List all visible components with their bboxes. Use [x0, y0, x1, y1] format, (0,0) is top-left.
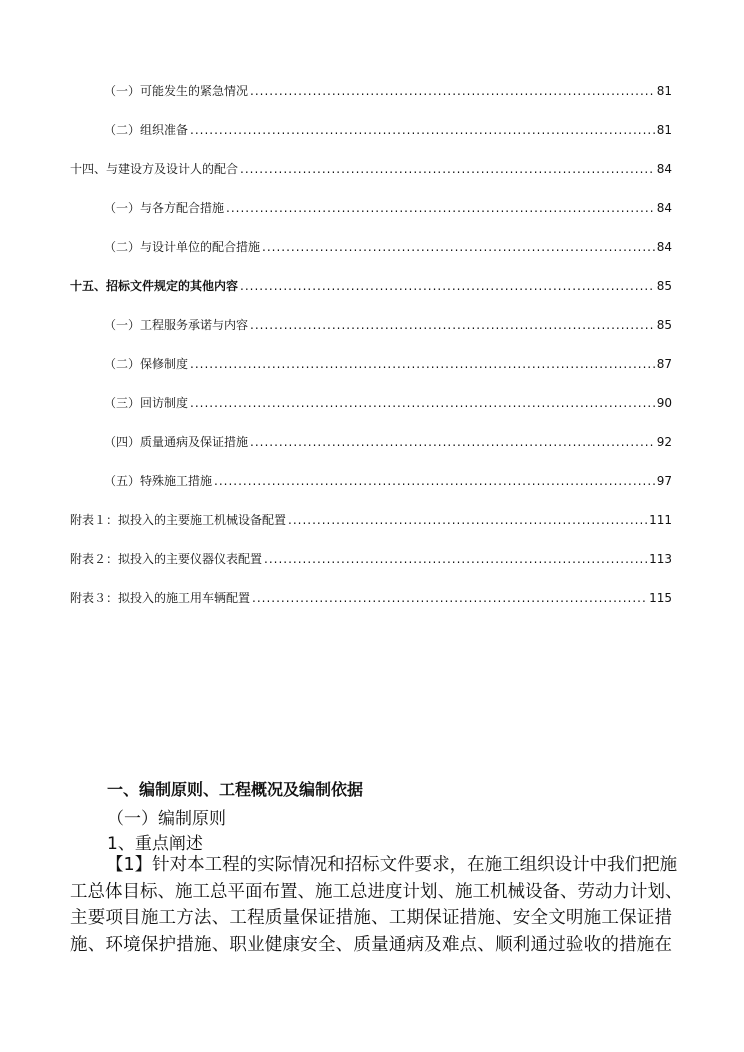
toc-entry[interactable] — [104, 472, 672, 490]
toc-entry-page: 81 — [656, 123, 672, 137]
section-heading: 一、编制原则、工程概况及编制依据 — [107, 780, 364, 799]
toc-entry-title: 附表１：拟投入的主要施工机械设备配置 — [70, 513, 287, 527]
toc-entry-page: 84 — [656, 240, 672, 254]
toc-entry-title: 附表２：拟投入的主要仪器仪表配置 — [70, 552, 263, 566]
toc-entry-page: 85 — [656, 279, 672, 293]
toc-entry-page: 87 — [656, 357, 672, 371]
toc-entry[interactable] — [70, 277, 672, 295]
toc-entry-page: 111 — [649, 513, 672, 527]
toc-entry-title: （二）与设计单位的配合措施 — [104, 240, 261, 254]
paragraph-line: 【1】针对本工程的实际情况和招标文件要求，在施工组织设计中我们把施 — [106, 855, 678, 875]
toc-entry[interactable] — [104, 433, 672, 451]
dot-leader — [190, 394, 655, 412]
toc-entry-title: （一）工程服务承诺与内容 — [104, 318, 249, 332]
toc-entry-page: 90 — [656, 396, 672, 410]
toc-entry-title: 附表３：拟投入的施工用车辆配置 — [70, 591, 251, 605]
toc-entry[interactable] — [104, 121, 672, 139]
subsubsection-heading: 1、重点阐述 — [107, 834, 203, 854]
dot-leader — [250, 316, 655, 334]
dot-leader — [252, 589, 647, 607]
dot-leader — [262, 238, 655, 256]
toc-entry-title: （一）可能发生的紧急情况 — [104, 84, 249, 98]
toc-entry-page: 84 — [656, 162, 672, 176]
toc-entry-title: 十四、与建设方及设计人的配合 — [70, 162, 239, 176]
toc-entry[interactable] — [104, 82, 672, 100]
dot-leader — [190, 121, 655, 139]
toc-entry-title: （二）保修制度 — [104, 357, 189, 371]
toc-entry-page: 84 — [656, 201, 672, 215]
toc-entry[interactable] — [104, 238, 672, 256]
dot-leader — [240, 277, 655, 295]
toc-entry-title: （四）质量通病及保证措施 — [104, 435, 249, 449]
toc-entry-page: 85 — [656, 318, 672, 332]
toc-entry[interactable] — [104, 394, 672, 412]
toc-entry-title: （一）与各方配合措施 — [104, 201, 225, 215]
subsection-heading: （一）编制原则 — [107, 809, 226, 829]
dot-leader — [240, 160, 655, 178]
paragraph-line: 施、环境保护措施、职业健康安全、质量通病及难点、顺利通过验收的措施在 — [70, 934, 672, 955]
paragraph-line: 主要项目施工方法、工程质量保证措施、工期保证措施、安全文明施工保证措 — [70, 908, 672, 928]
dot-leader — [264, 550, 647, 568]
toc-entry[interactable] — [104, 199, 672, 217]
dot-leader — [214, 472, 655, 490]
dot-leader — [288, 511, 647, 529]
toc-entry-page: 115 — [649, 591, 672, 605]
toc-entry[interactable] — [70, 511, 672, 529]
toc-entry-title: （三）回访制度 — [104, 396, 189, 410]
toc-entry[interactable] — [104, 316, 672, 334]
toc-entry-title: 十五、招标文件规定的其他内容 — [70, 279, 239, 293]
dot-leader — [190, 355, 655, 373]
toc-entry-page: 113 — [649, 552, 672, 566]
paragraph-line: 工总体目标、施工总平面布置、施工总进度计划、施工机械设备、劳动力计划、 — [70, 881, 683, 902]
toc-entry-title: （五）特殊施工措施 — [104, 474, 213, 488]
dot-leader — [226, 199, 655, 217]
toc-entry-page: 81 — [656, 84, 672, 98]
body-paragraph — [70, 852, 683, 958]
toc-entry[interactable] — [104, 355, 672, 373]
toc-entry-page: 92 — [656, 435, 672, 449]
toc-entry[interactable] — [70, 160, 672, 178]
dot-leader — [250, 82, 655, 100]
toc-entry[interactable] — [70, 589, 672, 607]
toc-entry[interactable] — [70, 550, 672, 568]
toc-entry-page: 97 — [656, 474, 672, 488]
dot-leader — [250, 433, 655, 451]
toc-entry-title: （二）组织准备 — [104, 123, 189, 137]
